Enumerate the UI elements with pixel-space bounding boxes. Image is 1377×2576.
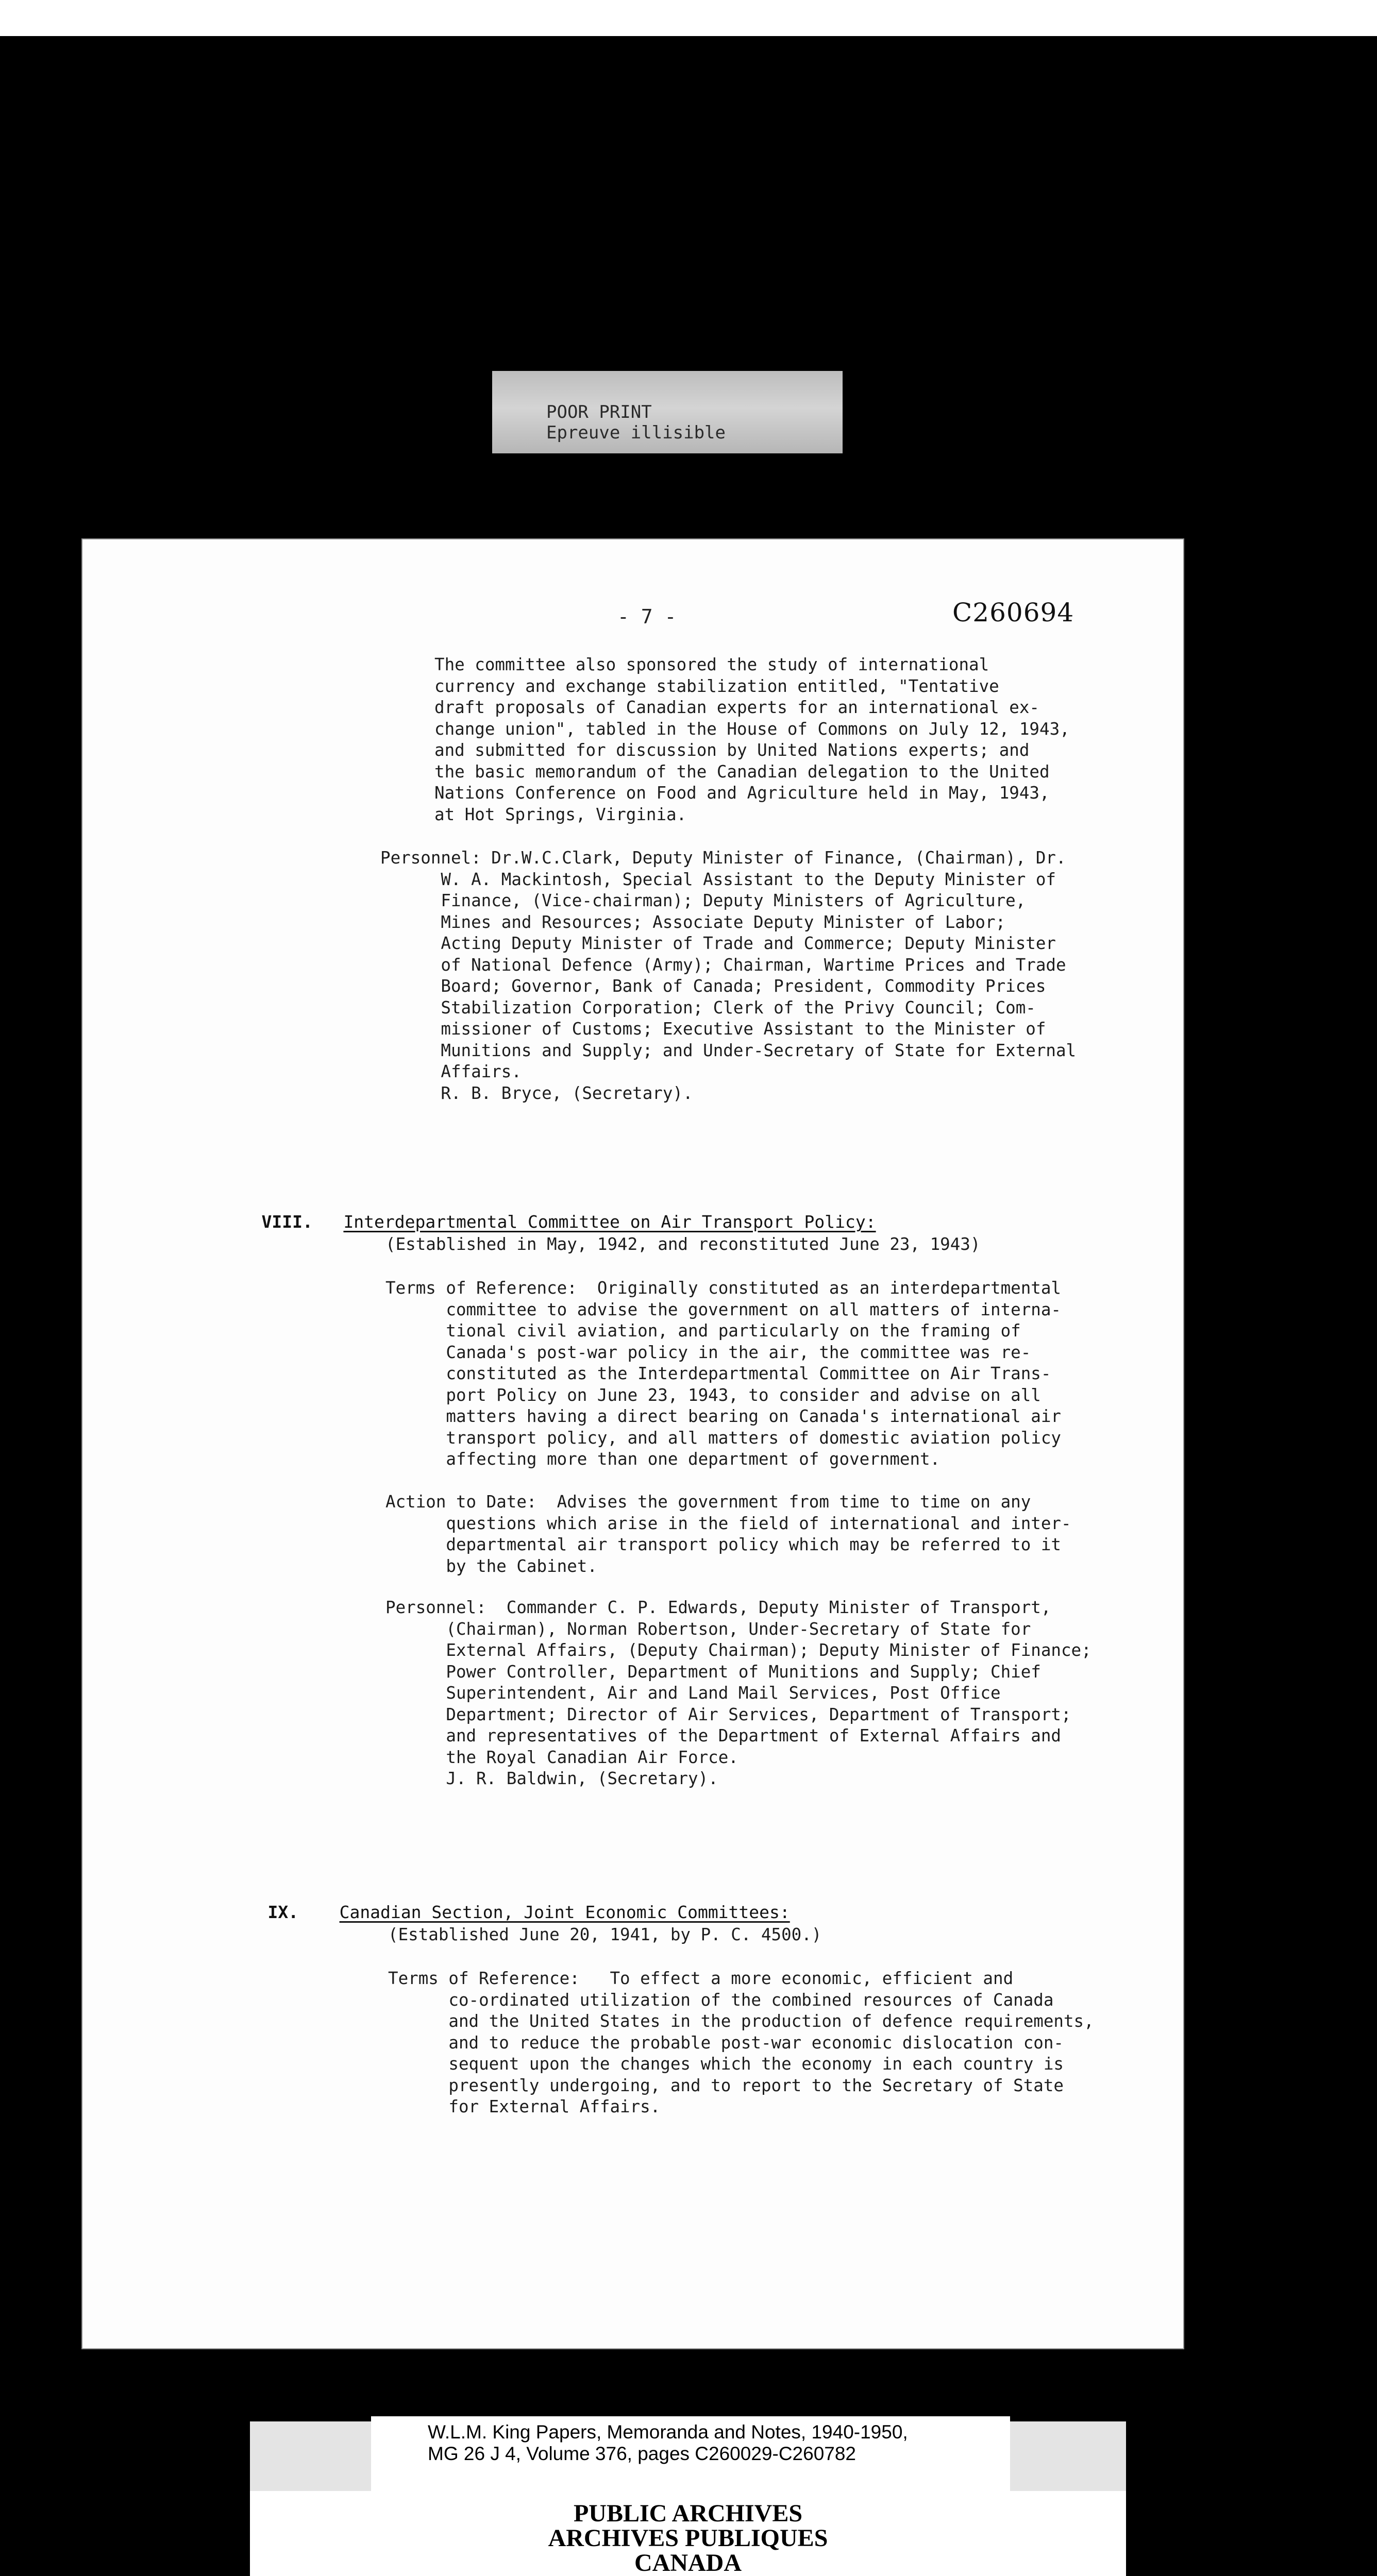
text-line: (Chairman), Norman Robertson, Under-Secretary of State for bbox=[385, 1619, 1031, 1639]
text-line: Board; Governor, Bank of Canada; President, Commodity Prices bbox=[380, 976, 1046, 996]
text-line: Munitions and Supply; and Under-Secretary of State for External bbox=[380, 1040, 1077, 1060]
text-line: draft proposals of Canadian experts for an international ex- bbox=[434, 698, 1039, 717]
section-title: Interdepartmental Committee on Air Transport Policy: bbox=[343, 1212, 876, 1232]
text-line: Stabilization Corporation; Clerk of the Privy Council; Com- bbox=[380, 997, 1036, 1018]
archives-stamp bbox=[250, 2491, 1126, 2576]
section-number: VIII. bbox=[261, 1212, 313, 1232]
text-line: Terms of Reference: Originally constituted as an interdepartmental bbox=[385, 1278, 1061, 1298]
text-line: the basic memorandum of the Canadian delegation to the United bbox=[434, 761, 1050, 782]
text-line: and submitted for discussion by United Nations experts; and bbox=[434, 740, 1030, 760]
text-line: Mines and Resources; Associate Deputy Minister of Labor; bbox=[380, 912, 1006, 932]
text-line: port Policy on June 23, 1943, to consider and advise on all bbox=[385, 1385, 1041, 1405]
personnel-paragraph bbox=[380, 848, 1076, 1104]
text-line: committee to advise the government on all matters of interna- bbox=[385, 1299, 1061, 1319]
text-line: The committee also sponsored the study of international bbox=[434, 655, 989, 674]
mount-tab-left bbox=[250, 2421, 371, 2494]
text-line: sequent upon the changes which the economy in each country is bbox=[388, 2054, 1064, 2074]
text-line: and to reduce the probable post-war economic dislocation con- bbox=[388, 2032, 1064, 2053]
text-line: departmental air transport policy which may be referred to it bbox=[385, 1535, 1061, 1554]
terms-of-reference bbox=[385, 1278, 1061, 1470]
text-line: Canada's post-war policy in the air, the committee was re- bbox=[385, 1342, 1031, 1362]
text-line: Personnel: Commander C. P. Edwards, Deputy Minister of Transport, bbox=[385, 1598, 1051, 1617]
text-line: and the United States in the production of defence requirements, bbox=[388, 2011, 1094, 2031]
text-line: (Established in May, 1942, and reconstituted June 23, 1943) bbox=[385, 1234, 981, 1254]
text-line: Power Controller, Department of Munitions and Supply; Chief bbox=[385, 1662, 1041, 1682]
poor-print-banner bbox=[492, 371, 843, 453]
text-line: at Hot Springs, Virginia. bbox=[434, 804, 687, 824]
text-line: affecting more than one department of government. bbox=[385, 1449, 941, 1469]
text-line: and representatives of the Department of External Affairs and bbox=[385, 1726, 1061, 1745]
text-line: change union", tabled in the House of Commons on July 12, 1943, bbox=[434, 719, 1070, 739]
text-line: co-ordinated utilization of the combined resources of Canada bbox=[388, 1990, 1054, 2010]
top-margin bbox=[0, 0, 1377, 36]
text-line: (Established June 20, 1941, by P. C. 4500.) bbox=[388, 1925, 822, 1944]
text-line: External Affairs, (Deputy Chairman); Deputy Minister of Finance; bbox=[385, 1640, 1091, 1660]
text-line: Action to Date: Advises the government from time to time on any bbox=[385, 1492, 1031, 1512]
archives-line: ARCHIVES PUBLIQUES bbox=[548, 2524, 828, 2552]
citation-line: W.L.M. King Papers, Memoranda and Notes, 1940-1950, bbox=[428, 2421, 908, 2443]
text-line: questions which arise in the field of international and inter- bbox=[385, 1513, 1071, 1533]
archives-line: CANADA bbox=[634, 2549, 742, 2576]
text-line: constituted as the Interdepartmental Committee on Air Trans- bbox=[385, 1364, 1051, 1383]
text-line: Acting Deputy Minister of Trade and Commerce; Deputy Minister bbox=[380, 934, 1056, 953]
personnel-paragraph bbox=[385, 1597, 1091, 1790]
text-line: transport policy, and all matters of domestic aviation policy bbox=[385, 1428, 1061, 1448]
poor-print-label-fr: Epreuve illisible bbox=[546, 422, 726, 443]
section-number: IX. bbox=[267, 1902, 299, 1922]
document-page bbox=[81, 538, 1184, 2349]
text-line: Terms of Reference: To effect a more economic, efficient and bbox=[388, 1969, 1014, 1988]
text-line: Superintendent, Air and Land Mail Services, Post Office bbox=[385, 1683, 1001, 1703]
text-line: currency and exchange stabilization entitled, "Tentative bbox=[434, 676, 999, 696]
text-line: missioner of Customs; Executive Assistant to the Minister of bbox=[380, 1019, 1046, 1039]
text-line: of National Defence (Army); Chairman, Wartime Prices and Trade bbox=[380, 955, 1066, 975]
section-title: Canadian Section, Joint Economic Committees: bbox=[339, 1902, 790, 1922]
citation-label bbox=[371, 2416, 1010, 2494]
text-line: Affairs. bbox=[380, 1062, 522, 1081]
intro-paragraph bbox=[434, 654, 1070, 825]
text-line: presently undergoing, and to report to the Secretary of State bbox=[388, 2075, 1064, 2095]
citation-line: MG 26 J 4, Volume 376, pages C260029-C260782 bbox=[428, 2443, 857, 2464]
established-note bbox=[385, 1234, 980, 1256]
text-line: Finance, (Vice-chairman); Deputy Ministers of Agriculture, bbox=[380, 891, 1026, 910]
page-number: - 7 - bbox=[617, 605, 677, 628]
text-line: for External Affairs. bbox=[388, 2097, 661, 2116]
action-to-date bbox=[385, 1492, 1071, 1577]
text-line: Department; Director of Air Services, Department of Transport; bbox=[385, 1704, 1071, 1724]
text-line: the Royal Canadian Air Force. bbox=[385, 1747, 738, 1767]
text-line: W. A. Mackintosh, Special Assistant to the Deputy Minister of bbox=[380, 869, 1056, 889]
archives-line: PUBLIC ARCHIVES bbox=[573, 2500, 803, 2527]
text-line: by the Cabinet. bbox=[385, 1556, 597, 1576]
established-note bbox=[388, 1924, 821, 1946]
text-line: J. R. Baldwin, (Secretary). bbox=[385, 1769, 718, 1788]
text-line: R. B. Bryce, (Secretary). bbox=[380, 1083, 693, 1103]
text-line: matters having a direct bearing on Canada's international air bbox=[385, 1406, 1061, 1426]
text-line: tional civil aviation, and particularly on the framing of bbox=[385, 1321, 1021, 1341]
poor-print-label: POOR PRINT bbox=[546, 402, 652, 422]
mount-tab-right bbox=[1010, 2421, 1126, 2494]
document-id: C260694 bbox=[952, 598, 1074, 628]
text-line: Personnel: Dr.W.C.Clark, Deputy Minister of Finance, (Chairman), Dr. bbox=[380, 848, 1066, 868]
text-line: Nations Conference on Food and Agriculture held in May, 1943, bbox=[434, 783, 1050, 803]
terms-of-reference bbox=[388, 1968, 1094, 2118]
